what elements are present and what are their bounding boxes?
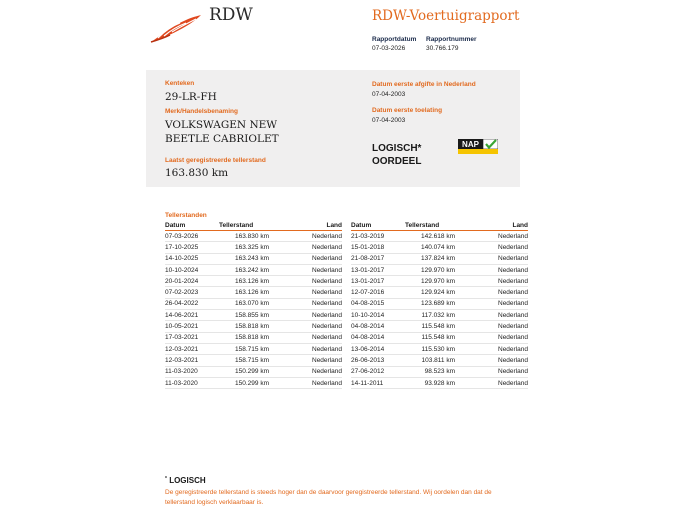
quill-logo-icon — [150, 14, 202, 44]
row-datum: 10-10-2024 — [165, 266, 199, 274]
row-tellerstand: 163.126 km — [235, 289, 269, 297]
row-land: Nederland — [312, 368, 342, 376]
row-tellerstand: 137.824 km — [421, 255, 455, 263]
table-row — [165, 231, 342, 242]
row-tellerstand: 129.924 km — [421, 289, 455, 297]
row-tellerstand: 158.818 km — [235, 323, 269, 331]
row-land: Nederland — [498, 345, 528, 353]
row-tellerstand: 93.928 km — [424, 379, 455, 387]
row-tellerstand: 115.548 km — [421, 323, 455, 331]
row-tellerstand: 142.618 km — [421, 232, 455, 240]
report-date-label: Rapportdatum — [372, 36, 417, 43]
row-land: Nederland — [312, 311, 342, 319]
row-land: Nederland — [498, 300, 528, 308]
table-row — [351, 242, 528, 253]
row-tellerstand: 158.855 km — [235, 311, 269, 319]
table-row — [165, 355, 342, 366]
row-tellerstand: 163.325 km — [235, 243, 269, 251]
row-tellerstand: 163.243 km — [235, 255, 269, 263]
first-issue-label: Datum eerste afgifte in Nederland — [372, 81, 476, 88]
table-row — [351, 231, 528, 242]
table-row — [165, 378, 342, 389]
nap-logo-icon — [458, 139, 498, 154]
table-row — [351, 310, 528, 321]
merk-label: Merk/Handelsbenaming — [165, 108, 238, 115]
row-land: Nederland — [498, 243, 528, 251]
row-tellerstand: 158.715 km — [235, 356, 269, 364]
row-datum: 13-01-2017 — [351, 277, 385, 285]
table-row — [165, 321, 342, 332]
odometer-table-left — [165, 221, 342, 389]
merk-value-line1: VOLKSWAGEN NEW — [165, 119, 278, 131]
row-tellerstand: 117.032 km — [421, 311, 455, 319]
merk-value-line2: BEETLE CABRIOLET — [165, 133, 279, 145]
last-odometer-label: Laatst geregistreerde tellerstand — [165, 157, 266, 164]
odometer-section-title: Tellerstanden — [165, 212, 207, 219]
footnote-text: De geregistreerde tellerstand is steeds hoger dan de daarvoor geregistreerde tellerstand. Wij oordelen dan dat de tellerstand logisch verklaarbaar is. — [165, 489, 492, 506]
last-odometer-value: 163.830 km — [165, 167, 229, 179]
row-tellerstand: 129.970 km — [421, 266, 455, 274]
first-admission-label: Datum eerste toelating — [372, 107, 443, 114]
row-land: Nederland — [498, 232, 528, 240]
row-tellerstand: 158.818 km — [235, 334, 269, 342]
row-datum: 14-06-2021 — [165, 311, 199, 319]
row-land: Nederland — [498, 266, 528, 274]
row-tellerstand: 129.970 km — [421, 277, 455, 285]
table-row — [165, 310, 342, 321]
row-datum: 17-03-2021 — [165, 334, 199, 342]
row-datum: 21-08-2017 — [351, 255, 385, 263]
row-land: Nederland — [498, 289, 528, 297]
row-tellerstand: 115.530 km — [421, 345, 455, 353]
row-land: Nederland — [498, 277, 528, 285]
row-datum: 15-01-2018 — [351, 243, 385, 251]
row-datum: 27-06-2012 — [351, 368, 385, 376]
row-datum: 17-10-2025 — [165, 243, 199, 251]
row-tellerstand: 163.126 km — [235, 277, 269, 285]
row-tellerstand: 158.715 km — [235, 345, 269, 353]
row-land: Nederland — [498, 334, 528, 342]
table-row — [351, 254, 528, 265]
row-land: Nederland — [312, 323, 342, 331]
row-land: Nederland — [312, 232, 342, 240]
row-tellerstand: 163.242 km — [235, 266, 269, 274]
verdict-line2: OORDEEL — [372, 156, 422, 167]
row-land: Nederland — [312, 300, 342, 308]
table-row — [165, 333, 342, 344]
table-row — [351, 287, 528, 298]
row-land: Nederland — [312, 255, 342, 263]
row-datum: 14-10-2025 — [165, 255, 199, 263]
row-tellerstand: 150.299 km — [235, 379, 269, 387]
row-datum: 07-03-2026 — [165, 232, 199, 240]
row-land: Nederland — [312, 379, 342, 387]
odometer-table-right — [351, 221, 528, 389]
row-tellerstand: 115.548 km — [421, 334, 455, 342]
kenteken-value: 29-LR-FH — [165, 91, 217, 103]
report-number-value: 30.766.179 — [426, 45, 459, 52]
table-row — [351, 321, 528, 332]
row-datum: 26-04-2022 — [165, 300, 199, 308]
header-land: Land — [512, 222, 528, 229]
row-datum: 10-10-2014 — [351, 311, 385, 319]
row-datum: 26-06-2013 — [351, 356, 385, 364]
row-datum: 13-06-2014 — [351, 345, 385, 353]
row-tellerstand: 140.074 km — [421, 243, 455, 251]
row-land: Nederland — [312, 356, 342, 364]
first-admission-value: 07-04-2003 — [372, 117, 406, 124]
row-datum: 13-01-2017 — [351, 266, 385, 274]
table-row — [165, 265, 342, 276]
row-datum: 12-03-2021 — [165, 356, 199, 364]
brand-name: RDW — [209, 5, 253, 25]
row-land: Nederland — [312, 266, 342, 274]
row-land: Nederland — [312, 243, 342, 251]
header-tellerstand: Tellerstand — [219, 222, 254, 229]
table-row — [165, 344, 342, 355]
table-header — [351, 221, 528, 231]
row-land: Nederland — [498, 379, 528, 387]
table-row — [351, 265, 528, 276]
row-datum: 12-03-2021 — [165, 345, 199, 353]
row-land: Nederland — [498, 323, 528, 331]
first-issue-value: 07-04-2003 — [372, 91, 406, 98]
row-datum: 04-08-2014 — [351, 334, 385, 342]
report-title: RDW-Voertuigrapport — [372, 8, 520, 24]
header-datum: Datum — [351, 222, 372, 229]
row-land: Nederland — [498, 368, 528, 376]
row-land: Nederland — [312, 277, 342, 285]
kenteken-label: Kenteken — [165, 80, 195, 87]
table-row — [351, 299, 528, 310]
row-datum: 07-02-2023 — [165, 289, 199, 297]
row-tellerstand: 123.689 km — [421, 300, 455, 308]
report-date-value: 07-03-2026 — [372, 45, 406, 52]
table-header — [165, 221, 342, 231]
table-row — [351, 367, 528, 378]
table-row — [351, 276, 528, 287]
table-row — [165, 276, 342, 287]
verdict — [372, 142, 421, 168]
row-land: Nederland — [498, 311, 528, 319]
footnote-title — [165, 476, 206, 485]
row-land: Nederland — [312, 289, 342, 297]
row-datum: 11-03-2020 — [165, 368, 198, 376]
report-number — [426, 35, 477, 53]
table-row — [351, 378, 528, 389]
row-tellerstand: 163.070 km — [235, 300, 269, 308]
report-date — [372, 35, 416, 53]
row-tellerstand: 150.299 km — [235, 368, 269, 376]
table-row — [165, 242, 342, 253]
table-row — [165, 299, 342, 310]
table-row — [165, 254, 342, 265]
nap-logo-text: NAP — [462, 140, 479, 149]
table-row — [165, 367, 342, 378]
table-row — [351, 333, 528, 344]
header-tellerstand: Tellerstand — [405, 222, 440, 229]
table-row — [351, 355, 528, 366]
row-datum: 14-11-2011 — [351, 379, 384, 387]
row-datum: 12-07-2016 — [351, 289, 385, 297]
row-datum: 10-05-2021 — [165, 323, 199, 331]
header-datum: Datum — [165, 222, 186, 229]
footnote-title-text: LOGISCH — [169, 476, 206, 485]
table-row — [165, 287, 342, 298]
row-datum: 04-08-2015 — [351, 300, 385, 308]
row-tellerstand: 163.830 km — [235, 232, 269, 240]
row-tellerstand: 103.811 km — [421, 356, 455, 364]
row-land: Nederland — [498, 255, 528, 263]
row-tellerstand: 98.523 km — [424, 368, 455, 376]
footnote-marker: * — [165, 476, 167, 482]
verdict-line1: LOGISCH* — [372, 143, 422, 154]
row-datum: 04-08-2014 — [351, 323, 385, 331]
row-datum: 21-03-2019 — [351, 232, 385, 240]
table-row — [351, 344, 528, 355]
header-land: Land — [326, 222, 342, 229]
row-datum: 20-01-2024 — [165, 277, 199, 285]
row-land: Nederland — [312, 334, 342, 342]
row-datum: 11-03-2020 — [165, 379, 198, 387]
row-land: Nederland — [312, 345, 342, 353]
report-number-label: Rapportnummer — [426, 36, 477, 43]
row-land: Nederland — [498, 356, 528, 364]
